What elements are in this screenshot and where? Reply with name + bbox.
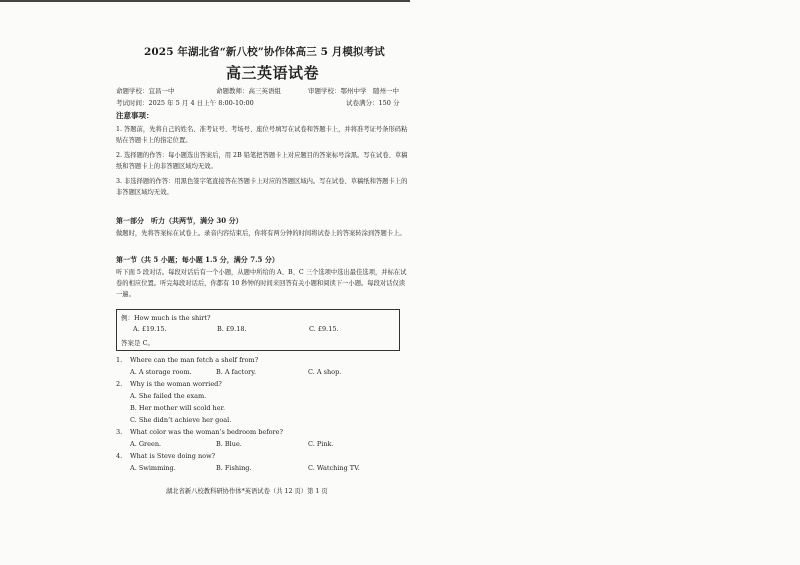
question-3-option-c: C. Pink. (308, 440, 334, 448)
part1-intro: 做题时，先将答案标在试卷上。录音内容结束后，你将有两分钟的时间将试卷上的答案转涂到答题卡上。 (116, 230, 406, 237)
example-question: 例：How much is the shirt? (121, 314, 211, 322)
question-1-option-a: A. A storage room. (130, 368, 192, 376)
question-2-number: 2. (116, 380, 123, 388)
question-2-option-a: A. She failed the exam. (130, 392, 207, 400)
exam-title: 2025 年湖北省“新八校”协作体高三 5 月模拟考试 (144, 46, 385, 58)
top-divider (0, 0, 410, 2)
question-4-option-c: C. Watching TV. (308, 464, 360, 472)
notes-title: 注意事项： (116, 111, 154, 120)
question-1-option-b: B. A factory. (216, 368, 257, 376)
question-3-number: 3. (116, 428, 123, 436)
exam-sheet (108, 40, 413, 530)
question-1-text: Where can the man fetch a shelf from? (130, 356, 259, 364)
question-2-option-c: C. She didn’t achieve her goal. (130, 416, 232, 424)
question-1-option-c: C. A shop. (308, 368, 342, 376)
meta-teacher: 命题教师：高三英语组 (216, 87, 281, 95)
example-box (116, 309, 400, 351)
example-option-b: B. £9.18. (217, 325, 247, 333)
question-2-text: Why is the woman worried? (130, 380, 222, 388)
meta-score: 试卷满分：150 分 (346, 99, 400, 107)
meta-reviewer: 审题学校：鄂州中学 随州一中 (308, 87, 399, 95)
exam-subtitle: 高三英语试卷 (226, 64, 320, 82)
example-answer: 答案是 C。 (121, 339, 155, 347)
example-option-c: C. £9.15. (309, 325, 339, 333)
meta-date: 考试时间：2025 年 5 月 4 日上午 8:00-10:00 (116, 99, 254, 107)
part1-title: 第一部分 听力（共两节，满分 30 分） (116, 216, 243, 225)
section1-title: 第一节（共 5 小题；每小题 1.5 分，满分 7.5 分） (116, 255, 279, 264)
question-4-option-a: A. Swimming. (130, 464, 176, 472)
note-item-3: 3. 非选择题的作答：用黑色签字笔直接答在答题卡上对应的答题区域内。写在试卷、草稿纸和答题卡上的非答题区域均无效。 (116, 178, 408, 196)
question-2-option-b: B. Her mother will scold her. (130, 404, 226, 412)
section1-intro: 听下面 5 段对话。每段对话后有一个小题，从题中所给的 A、B、C 三个选项中选出最佳选项，并标在试卷的相应位置。听完每段对话后，你都有 10 秒钟的时间来回答有关小题和阅读下一小题。每段对话仅读一遍。 (116, 269, 407, 298)
question-3-option-b: B. Blue. (216, 440, 242, 448)
question-4-option-b: B. Fishing. (216, 464, 252, 472)
note-item-1: 1. 答题前，先将自己的姓名、准考证号、考场号、座位号填写在试卷和答题卡上，并将准考证号条形码粘贴在答题卡上的指定位置。 (116, 126, 408, 144)
question-4-text: What is Steve doing now? (130, 452, 216, 460)
example-option-a: A. £19.15. (133, 325, 167, 333)
question-3-option-a: A. Green. (130, 440, 162, 448)
question-4-number: 4. (116, 452, 123, 460)
note-item-2: 2. 选择题的作答：每小题选出答案后，用 2B 铅笔把答题卡上对应题目的答案标号涂黑。写在试卷、草稿纸和答题卡上的非答题区域均无效。 (116, 152, 408, 170)
question-1-number: 1. (116, 356, 123, 364)
question-3-text: What color was the woman’s bedroom before? (130, 428, 283, 436)
page-footer: 湖北省新八校教科研协作体*英语试卷（共 12 页）第 1 页 (166, 488, 328, 495)
meta-school: 命题学校：宜昌一中 (116, 87, 175, 95)
